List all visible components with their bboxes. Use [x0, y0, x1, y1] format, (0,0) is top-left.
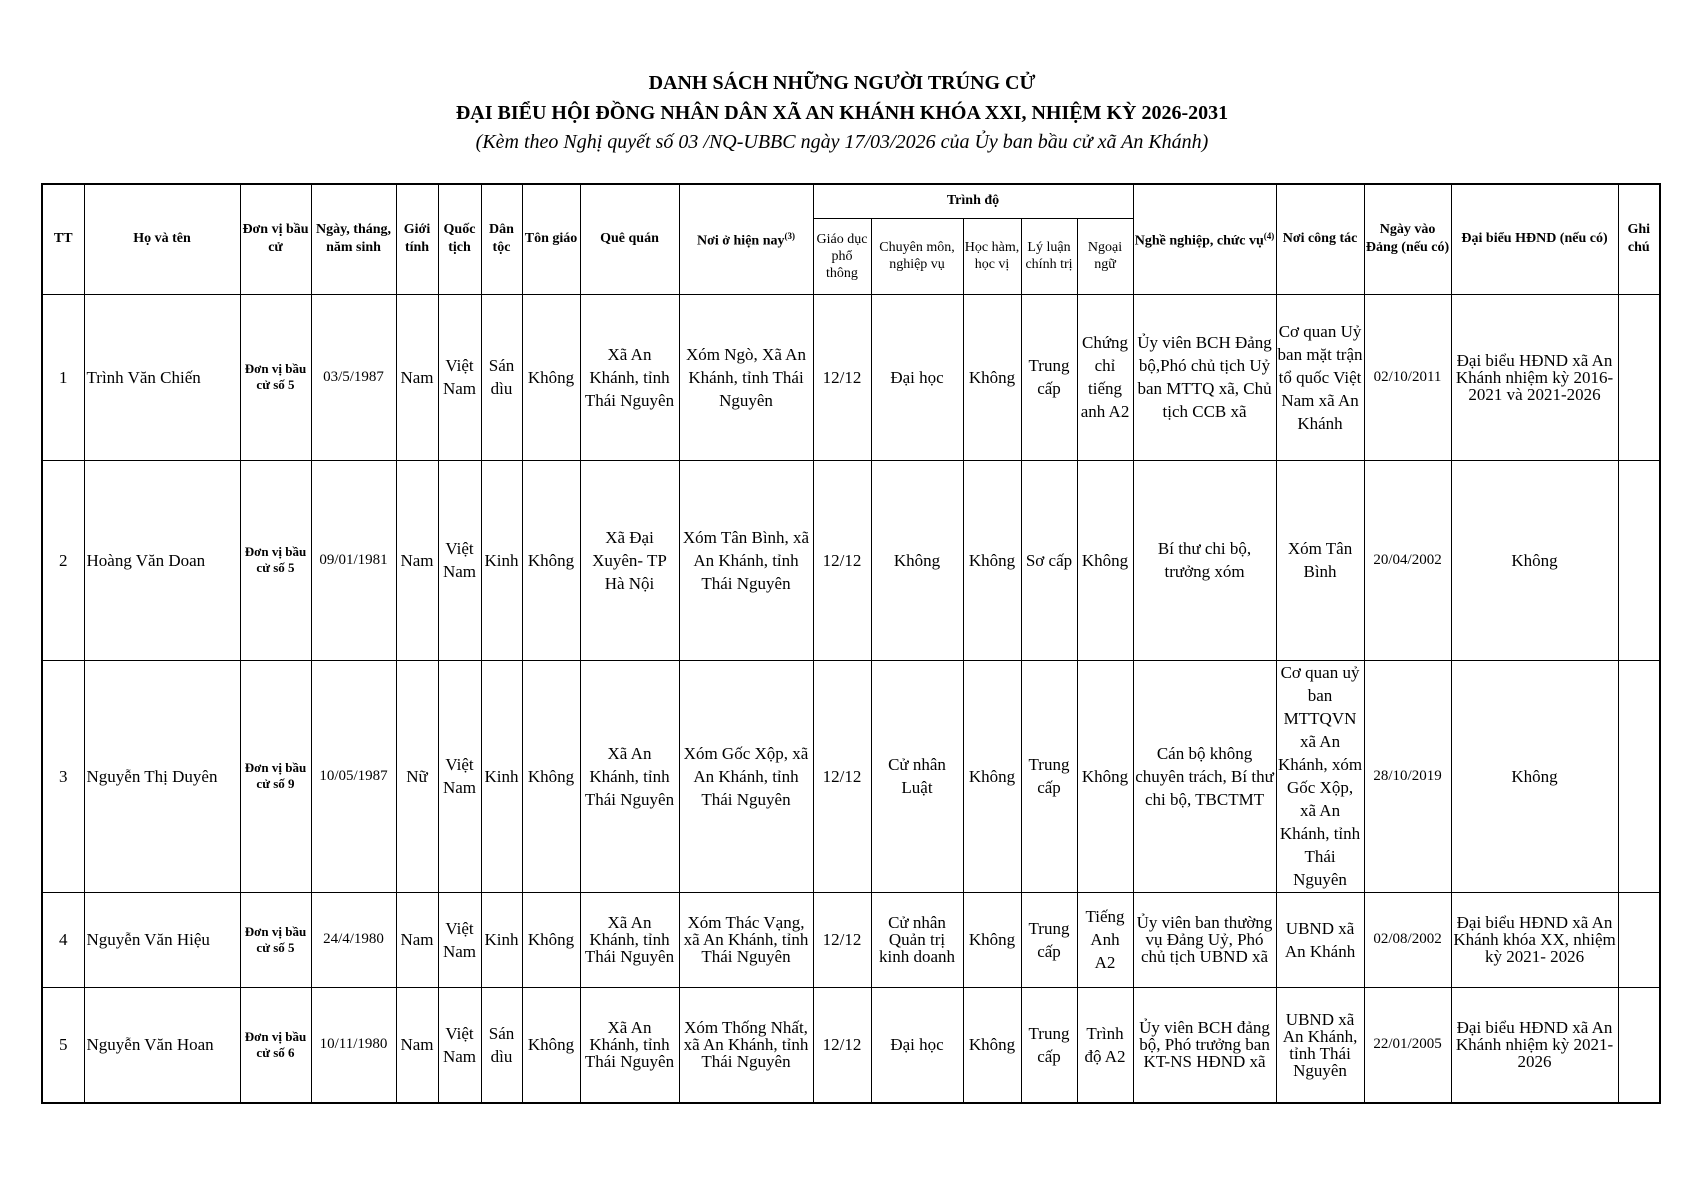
header-tt: TT	[42, 184, 84, 294]
header-party-date: Ngày vào Đảng (nếu có)	[1364, 184, 1451, 294]
header-nationality: Quốc tịch	[438, 184, 481, 294]
cell-gender: Nam	[396, 294, 438, 460]
cell-language: Trình độ A2	[1077, 987, 1133, 1103]
cell-specialty: Cử nhân Quản trị kinh doanh	[871, 892, 963, 987]
cell-religion: Không	[522, 460, 580, 660]
cell-gender: Nữ	[396, 660, 438, 892]
cell-hometown: Xã An Khánh, tỉnh Thái Nguyên	[580, 294, 679, 460]
cell-delegate: Đại biểu HĐND xã An Khánh nhiệm kỳ 2016-2021 và 2021-2026	[1451, 294, 1618, 460]
cell-name: Trình Văn Chiến	[84, 294, 240, 460]
header-dob: Ngày, tháng, năm sinh	[311, 184, 396, 294]
delegates-table	[41, 183, 1661, 1104]
header-level: Trình độ	[813, 184, 1133, 218]
cell-general-edu: 12/12	[813, 987, 871, 1103]
cell-residence: Xóm Gốc Xộp, xã An Khánh, tỉnh Thái Nguyên	[679, 660, 813, 892]
cell-nationality: Việt Nam	[438, 294, 481, 460]
cell-specialty: Cử nhân Luật	[871, 660, 963, 892]
cell-specialty: Đại học	[871, 987, 963, 1103]
table-row	[42, 987, 1660, 1103]
cell-residence: Xóm Tân Bình, xã An Khánh, tỉnh Thái Nguyên	[679, 460, 813, 660]
cell-hometown: Xã An Khánh, tỉnh Thái Nguyên	[580, 987, 679, 1103]
cell-ethnic: Kinh	[481, 460, 522, 660]
cell-workplace: Xóm Tân Bình	[1276, 460, 1364, 660]
cell-political: Sơ cấp	[1021, 460, 1077, 660]
cell-language: Chứng chỉ tiếng anh A2	[1077, 294, 1133, 460]
cell-tt: 2	[42, 460, 84, 660]
cell-general-edu: 12/12	[813, 892, 871, 987]
cell-unit: Đơn vị bầu cử số 5	[240, 892, 311, 987]
cell-workplace: UBND xã An Khánh	[1276, 892, 1364, 987]
cell-political: Trung cấp	[1021, 987, 1077, 1103]
cell-nationality: Việt Nam	[438, 987, 481, 1103]
cell-religion: Không	[522, 294, 580, 460]
header-general-edu: Giáo dục phổ thông	[813, 218, 871, 294]
cell-hometown: Xã Đại Xuyên- TP Hà Nội	[580, 460, 679, 660]
cell-language: Tiếng Anh A2	[1077, 892, 1133, 987]
cell-unit: Đơn vị bầu cử số 6	[240, 987, 311, 1103]
header-occupation: Nghề nghiệp, chức vụ$^{(4)}$	[1133, 184, 1276, 294]
cell-religion: Không	[522, 987, 580, 1103]
cell-political: Trung cấp	[1021, 660, 1077, 892]
title-subtitle: (Kèm theo Nghị quyết số 03 /NQ-UBBC ngày 17/03/2026 của Ủy ban bầu cử xã An Khánh)	[475, 131, 1209, 153]
title-line-1: DANH SÁCH NHỮNG NGƯỜI TRÚNG CỬ	[648, 72, 1036, 94]
table-row	[42, 660, 1660, 892]
table-row	[42, 294, 1660, 460]
cell-ethnic: Sán dìu	[481, 294, 522, 460]
cell-workplace: Cơ quan Uỷ ban mặt trận tổ quốc Việt Nam xã An Khánh	[1276, 294, 1364, 460]
cell-tt: 4	[42, 892, 84, 987]
table-row	[42, 460, 1660, 660]
cell-general-edu: 12/12	[813, 660, 871, 892]
cell-residence: Xóm Thống Nhất, xã An Khánh, tỉnh Thái Nguyên	[679, 987, 813, 1103]
cell-occupation: Ủy viên BCH Đảng bộ,Phó chủ tịch Uỷ ban MTTQ xã, Chủ tịch CCB xã	[1133, 294, 1276, 460]
cell-academic: Không	[963, 987, 1021, 1103]
cell-note	[1618, 660, 1660, 892]
header-unit: Đơn vị bầu cử	[240, 184, 311, 294]
cell-ethnic: Kinh	[481, 660, 522, 892]
cell-delegate: Đại biểu HĐND xã An Khánh nhiệm kỳ 2021-2026	[1451, 987, 1618, 1103]
header-ethnic: Dân tộc	[481, 184, 522, 294]
header-workplace: Nơi công tác	[1276, 184, 1364, 294]
cell-delegate: Không	[1451, 660, 1618, 892]
cell-ethnic: Sán dìu	[481, 987, 522, 1103]
cell-academic: Không	[963, 460, 1021, 660]
cell-occupation: Ủy viên BCH đảng bộ, Phó trưởng ban KT-NS HĐND xã	[1133, 987, 1276, 1103]
cell-note	[1618, 460, 1660, 660]
cell-nationality: Việt Nam	[438, 460, 481, 660]
header-specialty: Chuyên môn, nghiệp vụ	[871, 218, 963, 294]
header-language: Ngoại ngữ	[1077, 218, 1133, 294]
cell-dob: 10/11/1980	[311, 987, 396, 1103]
cell-occupation: Cán bộ không chuyên trách, Bí thư chi bộ, TBCTMT	[1133, 660, 1276, 892]
cell-religion: Không	[522, 660, 580, 892]
cell-specialty: Không	[871, 460, 963, 660]
header-gender: Giới tính	[396, 184, 438, 294]
cell-political: Trung cấp	[1021, 892, 1077, 987]
header-academic: Học hàm, học vị	[963, 218, 1021, 294]
cell-dob: 24/4/1980	[311, 892, 396, 987]
cell-party-date: 02/08/2002	[1364, 892, 1451, 987]
cell-gender: Nam	[396, 460, 438, 660]
cell-nationality: Việt Nam	[438, 892, 481, 987]
cell-tt: 3	[42, 660, 84, 892]
cell-party-date: 02/10/2011	[1364, 294, 1451, 460]
cell-ethnic: Kinh	[481, 892, 522, 987]
cell-general-edu: 12/12	[813, 460, 871, 660]
cell-language: Không	[1077, 660, 1133, 892]
cell-hometown: Xã An Khánh, tỉnh Thái Nguyên	[580, 660, 679, 892]
header-note: Ghi chú	[1618, 184, 1660, 294]
cell-workplace: Cơ quan uỷ ban MTTQVN xã An Khánh, xóm Gốc Xộp, xã An Khánh, tỉnh Thái Nguyên	[1276, 660, 1364, 892]
cell-workplace: UBND xã An Khánh, tỉnh Thái Nguyên	[1276, 987, 1364, 1103]
cell-name: Nguyễn Thị Duyên	[84, 660, 240, 892]
cell-academic: Không	[963, 892, 1021, 987]
header-political: Lý luận chính trị	[1021, 218, 1077, 294]
cell-gender: Nam	[396, 987, 438, 1103]
cell-name: Nguyễn Văn Hoan	[84, 987, 240, 1103]
cell-dob: 09/01/1981	[311, 460, 396, 660]
cell-residence: Xóm Thác Vạng, xã An Khánh, tỉnh Thái Nguyên	[679, 892, 813, 987]
cell-political: Trung cấp	[1021, 294, 1077, 460]
cell-religion: Không	[522, 892, 580, 987]
title-line-2: ĐẠI BIỂU HỘI ĐỒNG NHÂN DÂN XÃ AN KHÁNH KHÓA XXI, NHIỆM KỲ 2026-2031	[455, 102, 1229, 124]
table-row	[42, 892, 1660, 987]
header-religion: Tôn giáo	[522, 184, 580, 294]
cell-note	[1618, 987, 1660, 1103]
cell-unit: Đơn vị bầu cử số 9	[240, 660, 311, 892]
cell-delegate: Không	[1451, 460, 1618, 660]
header-delegate: Đại biểu HĐND (nếu có)	[1451, 184, 1618, 294]
cell-unit: Đơn vị bầu cử số 5	[240, 294, 311, 460]
cell-occupation: Bí thư chi bộ, trưởng xóm	[1133, 460, 1276, 660]
cell-hometown: Xã An Khánh, tỉnh Thái Nguyên	[580, 892, 679, 987]
cell-academic: Không	[963, 660, 1021, 892]
cell-gender: Nam	[396, 892, 438, 987]
cell-academic: Không	[963, 294, 1021, 460]
cell-general-edu: 12/12	[813, 294, 871, 460]
cell-occupation: Ủy viên ban thường vụ Đảng Uỷ, Phó chủ tịch UBND xã	[1133, 892, 1276, 987]
cell-specialty: Đại học	[871, 294, 963, 460]
cell-nationality: Việt Nam	[438, 660, 481, 892]
cell-dob: 10/05/1987	[311, 660, 396, 892]
cell-residence: Xóm Ngò, Xã An Khánh, tỉnh Thái Nguyên	[679, 294, 813, 460]
cell-tt: 1	[42, 294, 84, 460]
cell-party-date: 20/04/2002	[1364, 460, 1451, 660]
cell-party-date: 28/10/2019	[1364, 660, 1451, 892]
cell-dob: 03/5/1987	[311, 294, 396, 460]
cell-note	[1618, 892, 1660, 987]
cell-tt: 5	[42, 987, 84, 1103]
header-residence: Nơi ở hiện nay$^{(3)}$	[679, 184, 813, 294]
cell-note	[1618, 294, 1660, 460]
cell-party-date: 22/01/2005	[1364, 987, 1451, 1103]
header-name: Họ và tên	[84, 184, 240, 294]
cell-delegate: Đại biểu HĐND xã An Khánh khóa XX, nhiệm kỳ 2021- 2026	[1451, 892, 1618, 987]
header-hometown: Quê quán	[580, 184, 679, 294]
cell-unit: Đơn vị bầu cử số 5	[240, 460, 311, 660]
cell-name: Hoàng Văn Doan	[84, 460, 240, 660]
cell-name: Nguyễn Văn Hiệu	[84, 892, 240, 987]
cell-language: Không	[1077, 460, 1133, 660]
